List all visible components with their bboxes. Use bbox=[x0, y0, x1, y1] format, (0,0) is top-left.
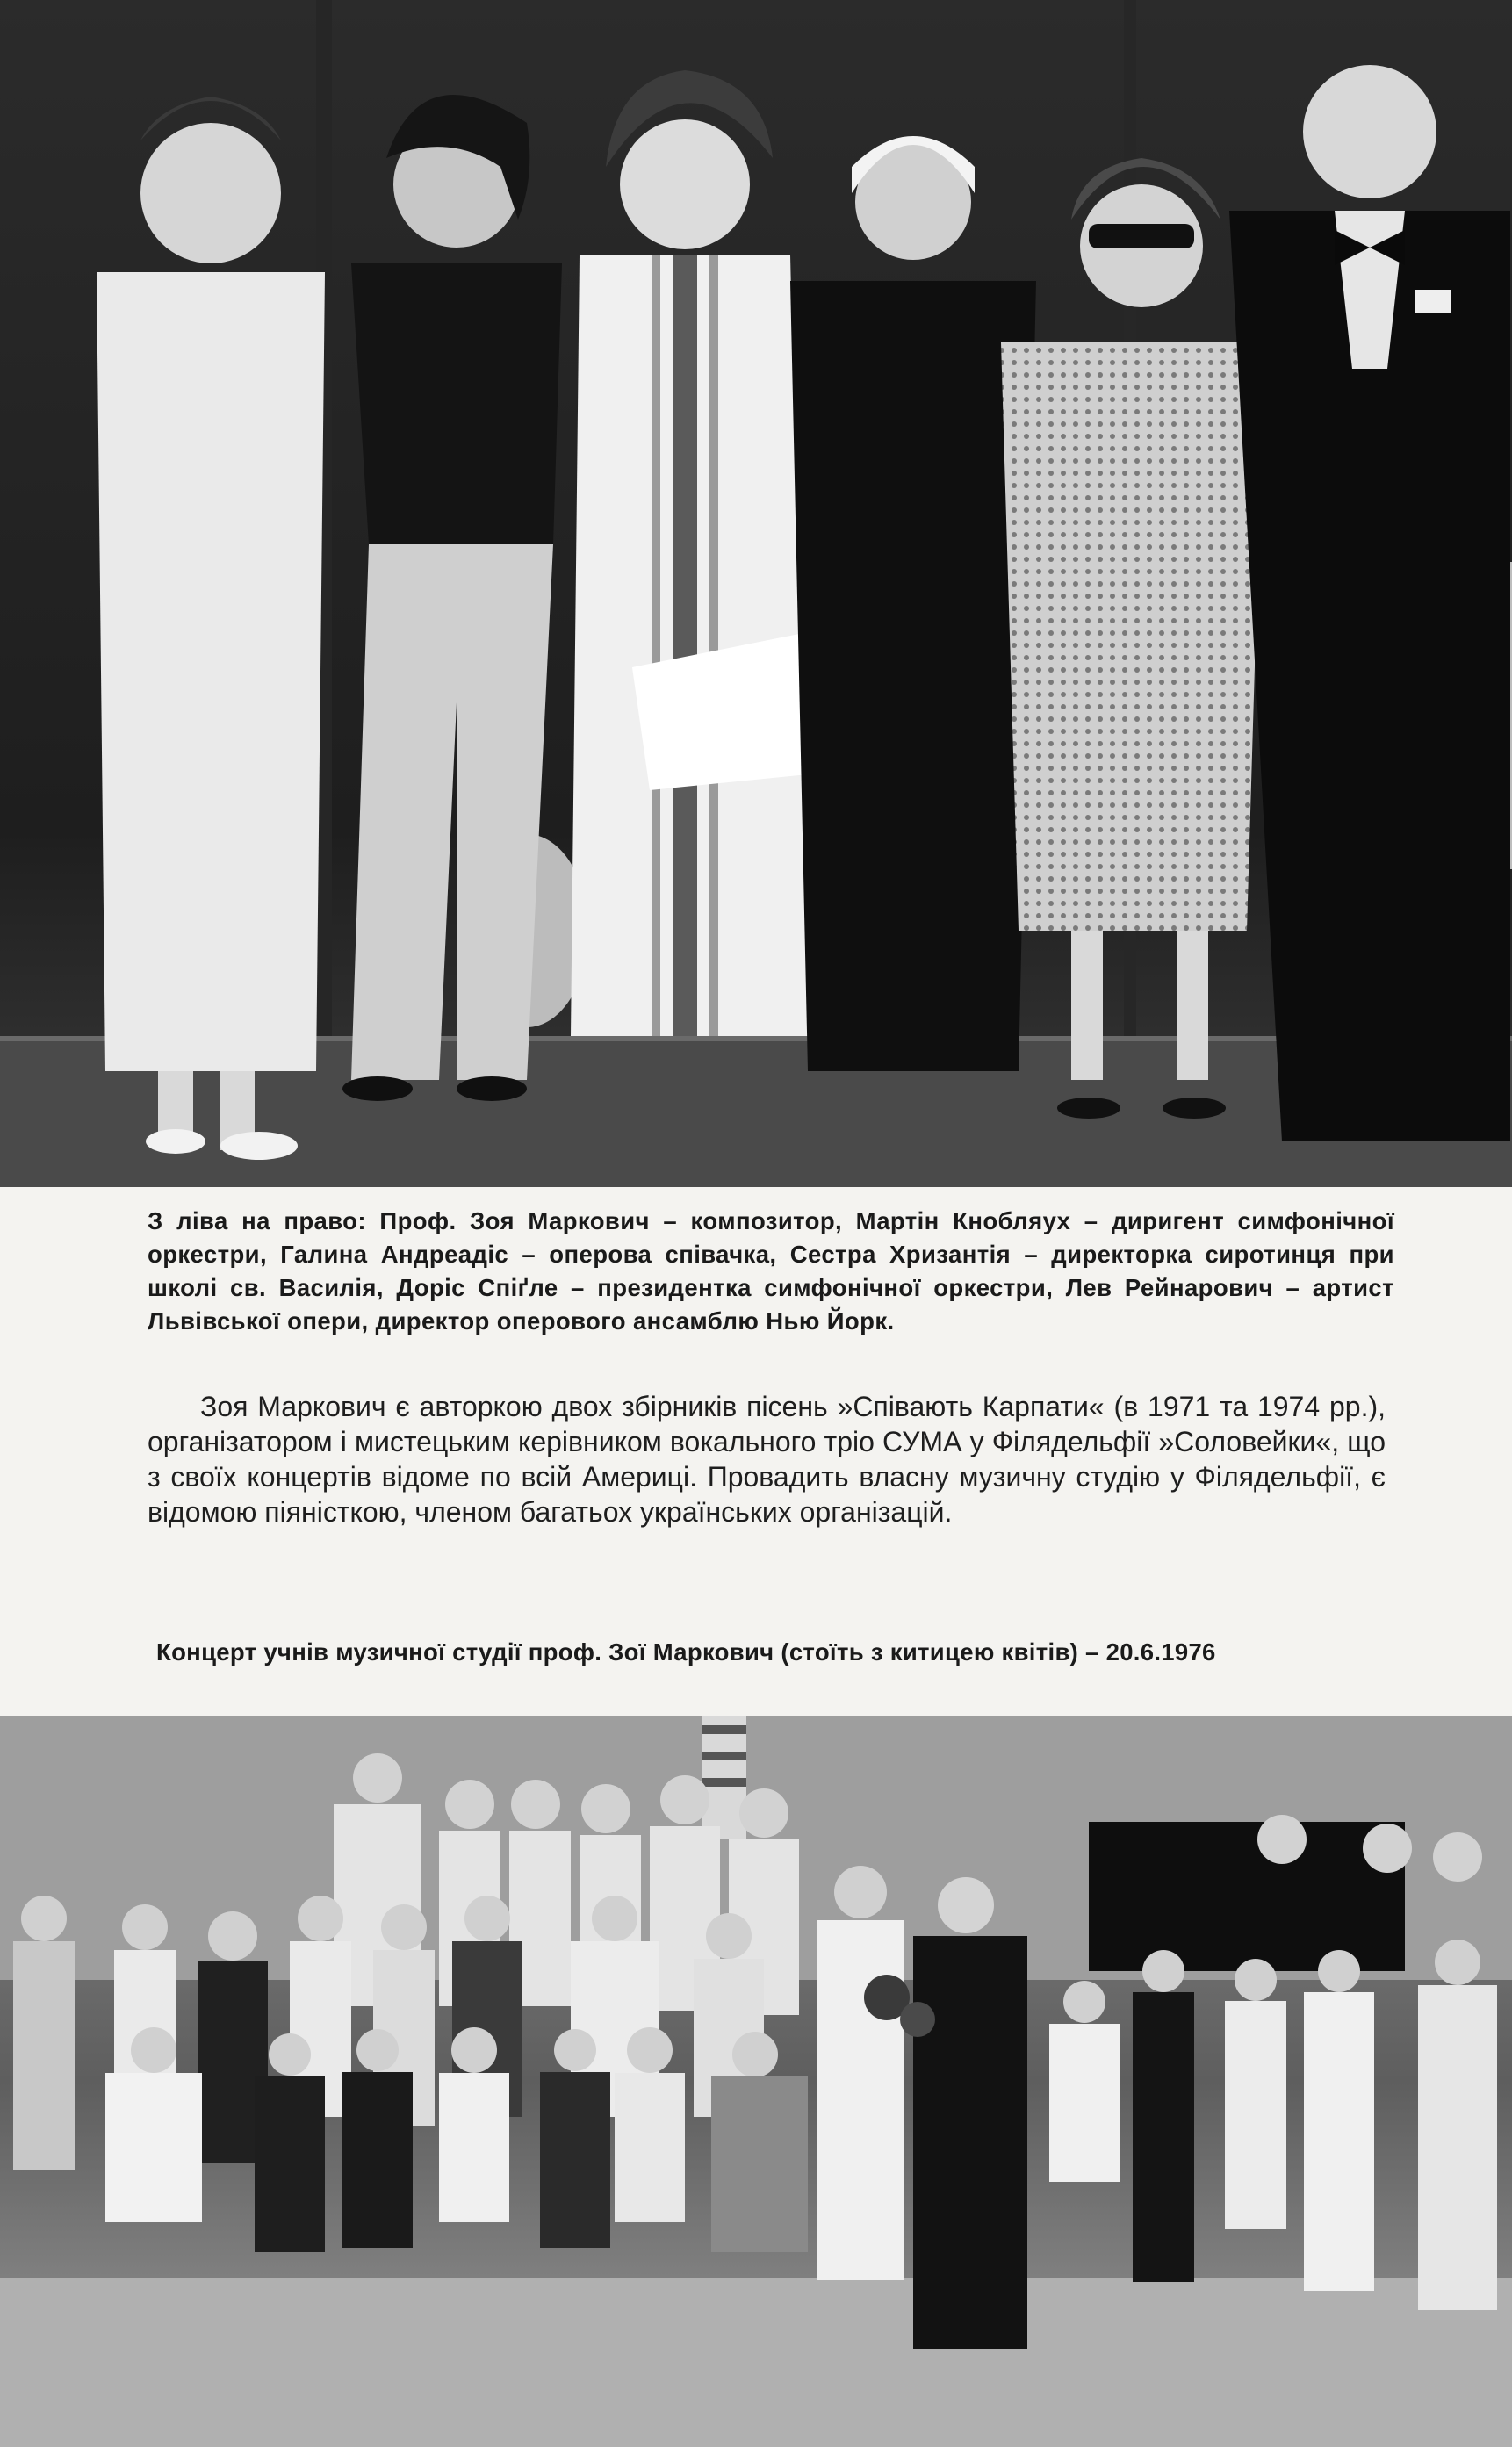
group-photo-bottom bbox=[0, 1716, 1512, 2447]
biography-paragraph: Зоя Маркович є авторкою двох збірників пісень »Співають Карпати« (в 1971 та 1974 рр.), організатором і мистецьким керівником вокального тріо СУМА у Філядельфії »Соловейки«, що з своїх концертів відоме по всій Америці. Провадить власну музичну студію у Філядельфії, є відомою піяністкою, членом багатьох українських організацій. bbox=[148, 1391, 1386, 1528]
photo-bottom-illustration bbox=[0, 1716, 1512, 2447]
group-photo-top bbox=[0, 0, 1512, 1187]
photo-caption: З ліва на право: Проф. Зоя Маркович – композитор, Мартін Кнобляух – диригент симфонічної оркестри, Галина Андреадіс – оперова співачка, Сестра Хризантія – директорка сиротинця при школі св. Василія, Доріс Спіґле – президентка симфонічної оркестри, Лев Рейнарович – артист Львівської опери, директор оперового ансамблю Нью Йорк. bbox=[148, 1207, 1394, 1335]
photo-top-illustration bbox=[0, 0, 1512, 1187]
concert-caption: Концерт учнів музичної студії проф. Зої Маркович (стоїть з китицею квітів) – 20.6.1976 bbox=[156, 1638, 1216, 1666]
